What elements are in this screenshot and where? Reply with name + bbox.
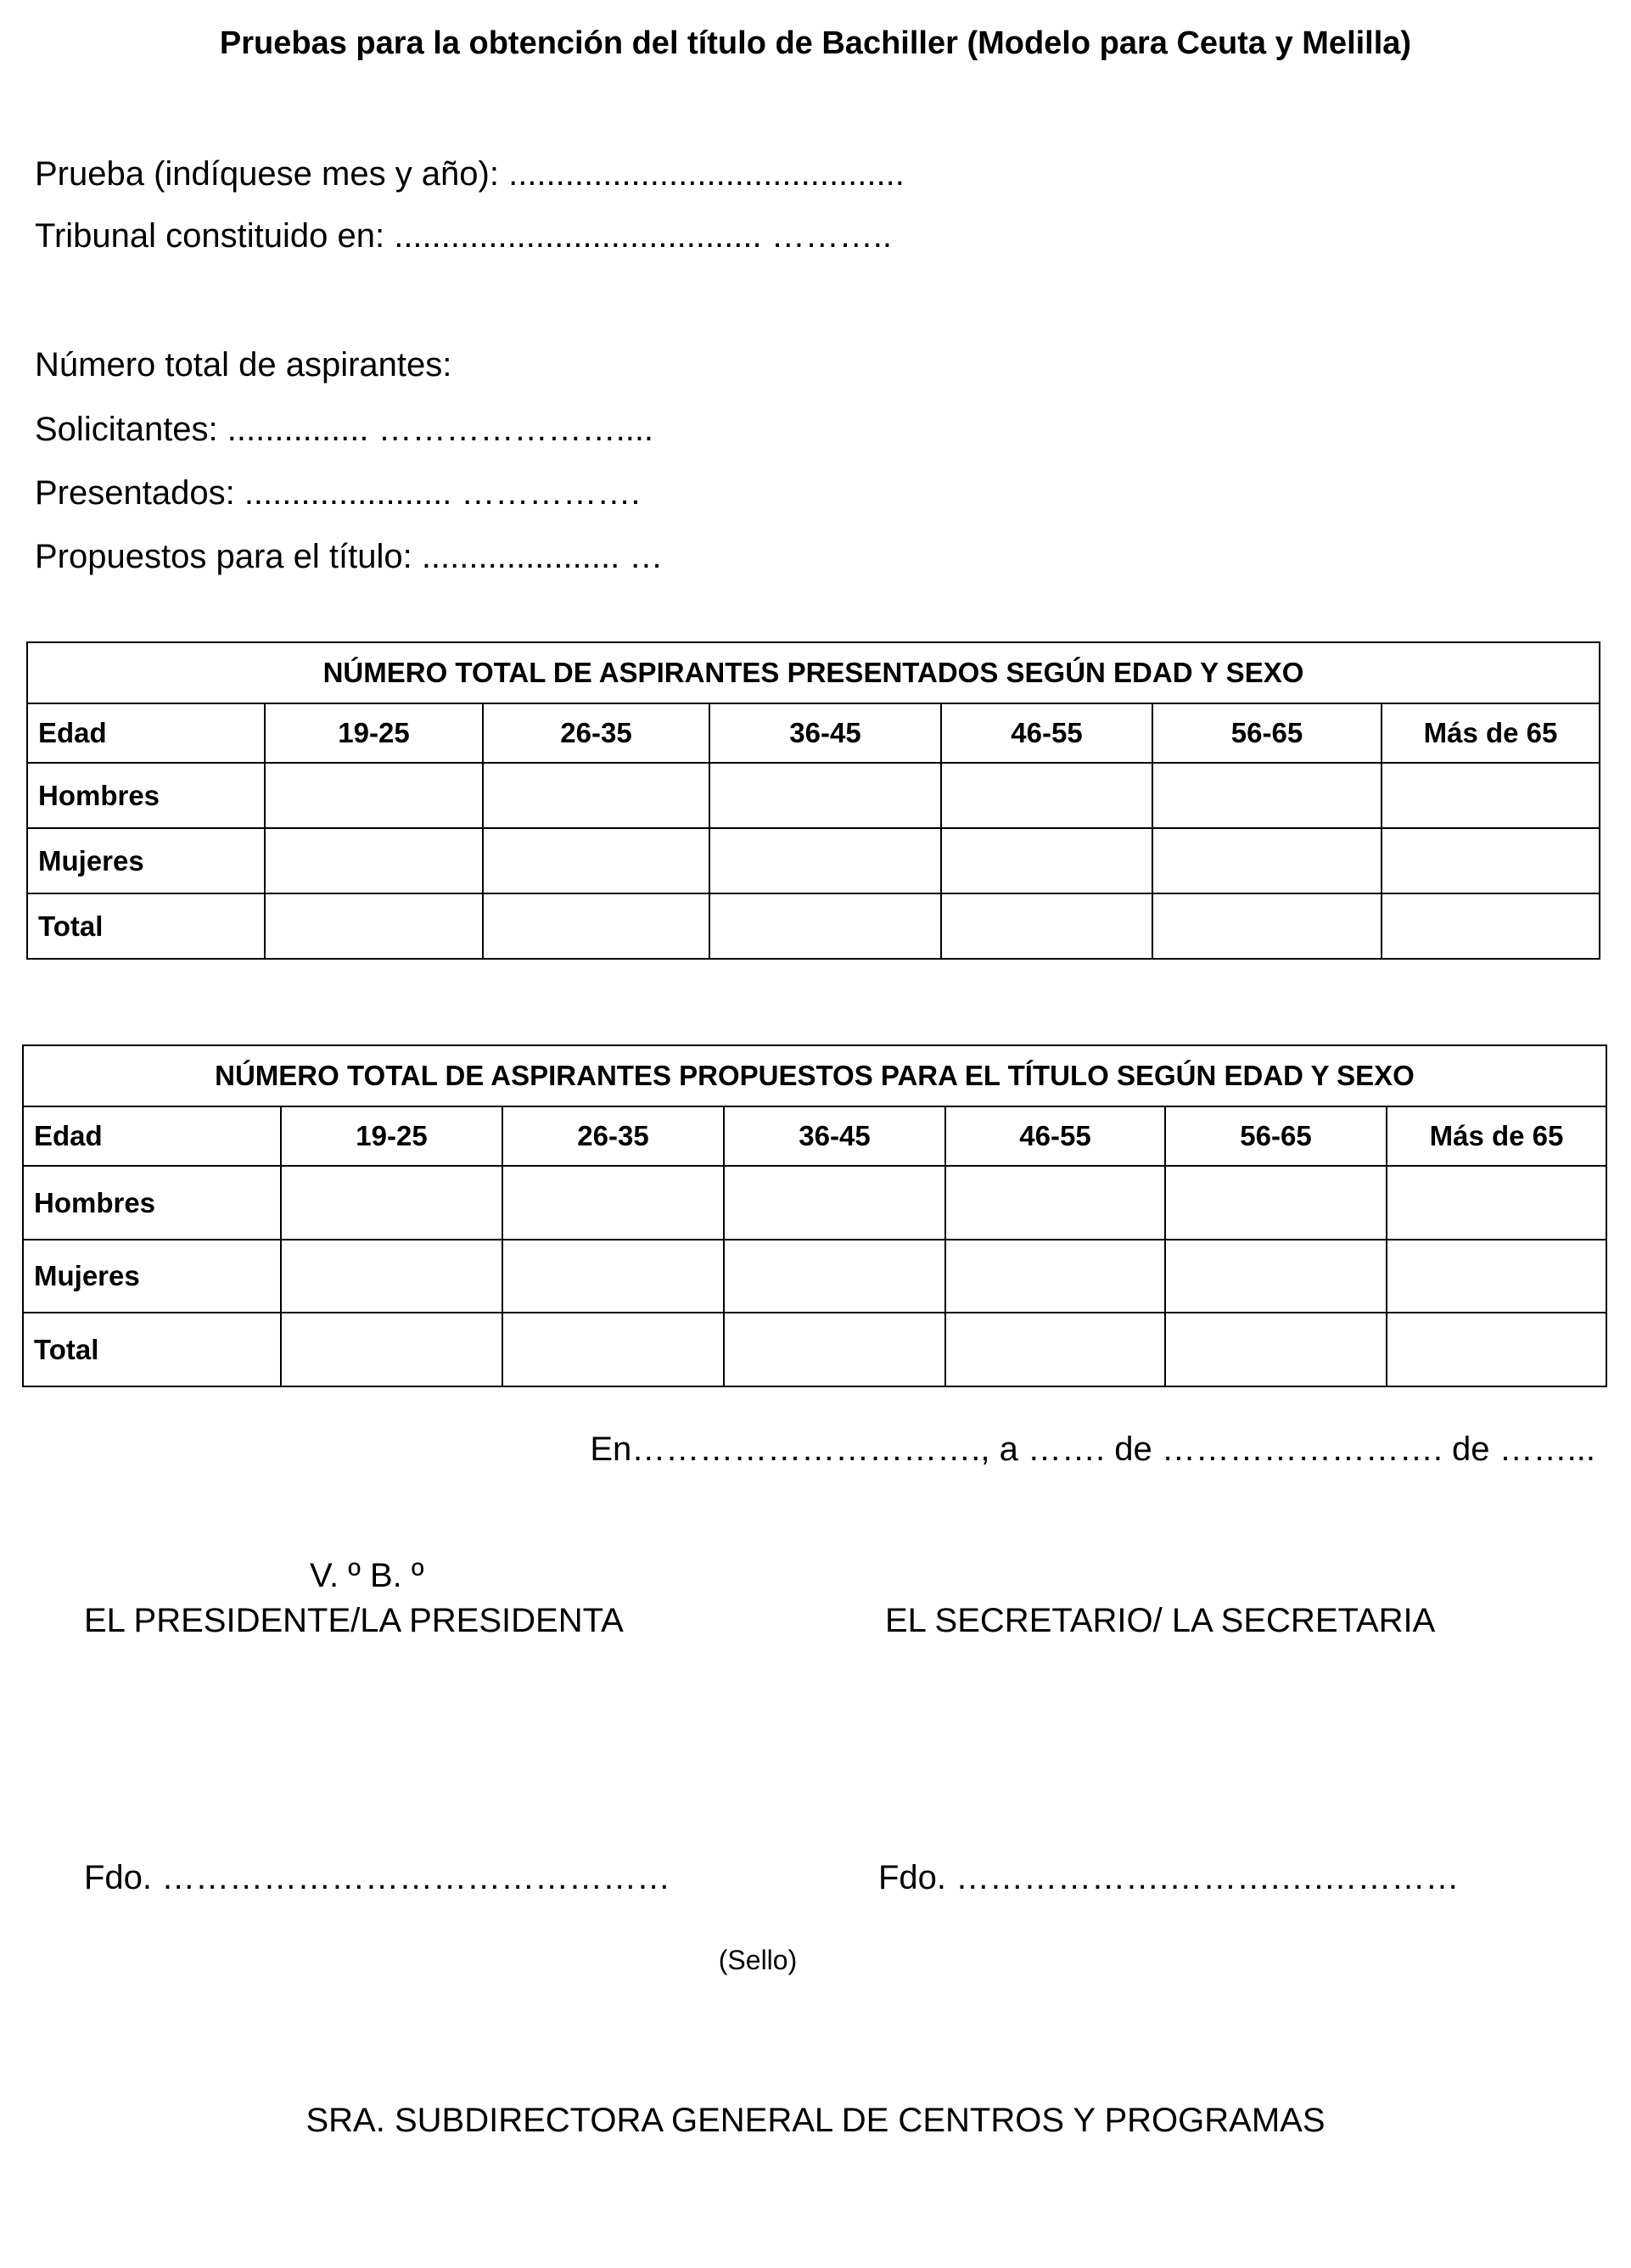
cell[interactable] <box>945 1313 1165 1386</box>
cell[interactable] <box>1382 828 1600 893</box>
cell[interactable] <box>502 1166 724 1240</box>
cell[interactable] <box>502 1240 724 1313</box>
col-header: Edad <box>27 703 265 763</box>
cell[interactable] <box>265 828 483 893</box>
vobo-label: V. º B. º <box>310 1557 424 1594</box>
field-numero-total: Número total de aspirantes: <box>35 346 452 384</box>
cell[interactable] <box>483 763 709 828</box>
row-label: Total <box>27 893 265 959</box>
cell[interactable] <box>724 1313 945 1386</box>
secretary-label: EL SECRETARIO/ LA SECRETARIA <box>885 1602 1436 1639</box>
cell[interactable] <box>483 893 709 959</box>
table-propuestos <box>22 1044 1607 1387</box>
row-label: Hombres <box>23 1166 281 1240</box>
cell[interactable] <box>483 828 709 893</box>
col-header: 36-45 <box>724 1106 945 1166</box>
cell[interactable] <box>945 1240 1165 1313</box>
table-row <box>27 893 1600 959</box>
seal-label: (Sello) <box>718 1945 798 1975</box>
cell[interactable] <box>1382 763 1600 828</box>
table-row <box>23 1313 1606 1386</box>
field-prueba: Prueba (indíquese mes y año): .......................................... <box>35 155 905 193</box>
cell[interactable] <box>1382 893 1600 959</box>
field-solicitantes: Solicitantes: ............... ………………….... <box>35 411 654 448</box>
cell[interactable] <box>265 763 483 828</box>
president-label: EL PRESIDENTE/LA PRESIDENTA <box>84 1602 624 1639</box>
cell[interactable] <box>281 1166 502 1240</box>
field-tribunal: Tribunal constituido en: ....................................... ……….. <box>35 217 892 255</box>
document-title: Pruebas para la obtención del título de Bachiller (Modelo para Ceuta y Melilla) <box>219 25 1412 61</box>
table-row <box>23 1240 1606 1313</box>
row-label: Hombres <box>27 763 265 828</box>
row-label: Mujeres <box>27 828 265 893</box>
cell[interactable] <box>1165 1313 1387 1386</box>
president-signature-line: Fdo. ……………………………………… <box>84 1859 671 1896</box>
cell[interactable] <box>1165 1240 1387 1313</box>
table-caption: NÚMERO TOTAL DE ASPIRANTES PROPUESTOS PARA EL TÍTULO SEGÚN EDAD Y SEXO <box>23 1045 1606 1106</box>
cell[interactable] <box>281 1240 502 1313</box>
col-header: 36-45 <box>709 703 941 763</box>
cell[interactable] <box>1152 763 1382 828</box>
col-header: Edad <box>23 1106 281 1166</box>
col-header: 19-25 <box>281 1106 502 1166</box>
cell[interactable] <box>502 1313 724 1386</box>
col-header: 26-35 <box>483 703 709 763</box>
date-line: En…………………………., a ……. de ……………………. de ……... <box>590 1431 1595 1468</box>
field-propuestos: Propuestos para el título: ..................... … <box>35 538 664 575</box>
cell[interactable] <box>724 1240 945 1313</box>
cell[interactable] <box>281 1313 502 1386</box>
addressee: SRA. SUBDIRECTORA GENERAL DE CENTROS Y PROGRAMAS <box>305 2102 1326 2139</box>
col-header: Más de 65 <box>1382 703 1600 763</box>
field-presentados: Presentados: ...................... ……………. <box>35 474 641 512</box>
row-label: Mujeres <box>23 1240 281 1313</box>
cell[interactable] <box>941 828 1152 893</box>
cell[interactable] <box>1152 828 1382 893</box>
col-header: 56-65 <box>1165 1106 1387 1166</box>
cell[interactable] <box>724 1166 945 1240</box>
table-row <box>27 828 1600 893</box>
table-row <box>27 763 1600 828</box>
cell[interactable] <box>709 763 941 828</box>
cell[interactable] <box>709 828 941 893</box>
cell[interactable] <box>1387 1240 1606 1313</box>
cell[interactable] <box>1165 1166 1387 1240</box>
table-row <box>23 1166 1606 1240</box>
row-label: Total <box>23 1313 281 1386</box>
col-header: 19-25 <box>265 703 483 763</box>
cell[interactable] <box>945 1166 1165 1240</box>
col-header: 56-65 <box>1152 703 1382 763</box>
cell[interactable] <box>1387 1166 1606 1240</box>
cell[interactable] <box>265 893 483 959</box>
cell[interactable] <box>941 763 1152 828</box>
col-header: 46-55 <box>945 1106 1165 1166</box>
cell[interactable] <box>1387 1313 1606 1386</box>
table-presentados <box>26 641 1600 960</box>
cell[interactable] <box>941 893 1152 959</box>
col-header: 46-55 <box>941 703 1152 763</box>
table-caption: NÚMERO TOTAL DE ASPIRANTES PRESENTADOS SEGÚN EDAD Y SEXO <box>27 642 1600 703</box>
cell[interactable] <box>1152 893 1382 959</box>
cell[interactable] <box>709 893 941 959</box>
secretary-signature-line: Fdo. ……………….……….….………… <box>878 1859 1460 1896</box>
col-header: Más de 65 <box>1387 1106 1606 1166</box>
col-header: 26-35 <box>502 1106 724 1166</box>
